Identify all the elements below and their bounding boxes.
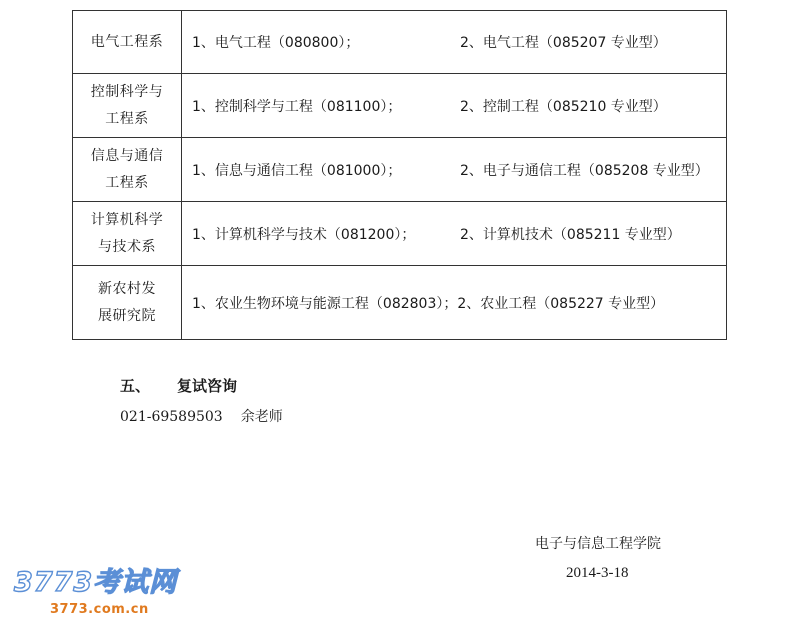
department-name-line: 展研究院 (98, 307, 156, 324)
section-title: 复试咨询 (177, 377, 238, 395)
table-row (73, 11, 727, 74)
department-name (73, 266, 182, 340)
academic-program: 1、控制科学与工程（081100）； (192, 98, 402, 115)
department-name-line: 新农村发 (98, 280, 156, 297)
professional-program: 2、控制工程（085210 专业型） (460, 98, 667, 115)
professional-program: 2、电气工程（085207 专业型） (460, 35, 667, 51)
department-name-line: 工程系 (105, 110, 149, 127)
program-cell (182, 11, 727, 74)
table-row (73, 202, 727, 266)
program-cell (182, 202, 727, 266)
contact-line (120, 406, 283, 426)
program-cell (182, 266, 727, 340)
department-name-line: 控制科学与 (90, 83, 164, 100)
department-name-line: 信息与通信 (90, 147, 164, 164)
academic-program: 1、计算机科学与技术（081200）； (192, 226, 416, 243)
professional-program: 2、电子与通信工程（085208 专业型） (460, 162, 709, 179)
program-cell (182, 138, 727, 202)
section-number: 五、 (120, 377, 151, 395)
program-cell (182, 74, 727, 138)
academic-program: 1、电气工程（080800）； (192, 35, 360, 51)
department-name-line: 与技术系 (98, 238, 156, 255)
department-name-line: 工程系 (105, 174, 149, 191)
contact-phone: 021-69589503 (120, 409, 223, 425)
professional-program: 2、计算机技术（085211 专业型） (460, 226, 681, 243)
table-row (73, 74, 727, 138)
majors-table (72, 10, 727, 340)
watermark-logo (14, 565, 184, 631)
department-name-line: 电气工程系 (90, 33, 164, 50)
watermark-url: 3773.com.cn (50, 602, 149, 617)
academic-program: 1、信息与通信工程（081000）； (192, 162, 402, 179)
department-name (73, 138, 182, 202)
signature-date: 2014-3-18 (566, 565, 629, 581)
table-row (73, 266, 727, 340)
watermark-main-text: 3773考试网 (14, 567, 178, 598)
department-name (73, 202, 182, 266)
department-name-line: 计算机科学 (90, 211, 164, 228)
academic-program: 1、农业生物环境与能源工程（082803）； (192, 295, 458, 312)
professional-program: 2、农业工程（085227 专业型） (457, 295, 665, 312)
section-heading (120, 375, 237, 396)
signature-org: 电子与信息工程学院 (535, 536, 661, 552)
department-name (73, 74, 182, 138)
contact-person: 余老师 (240, 409, 283, 425)
department-name (73, 11, 182, 74)
table-row (73, 138, 727, 202)
